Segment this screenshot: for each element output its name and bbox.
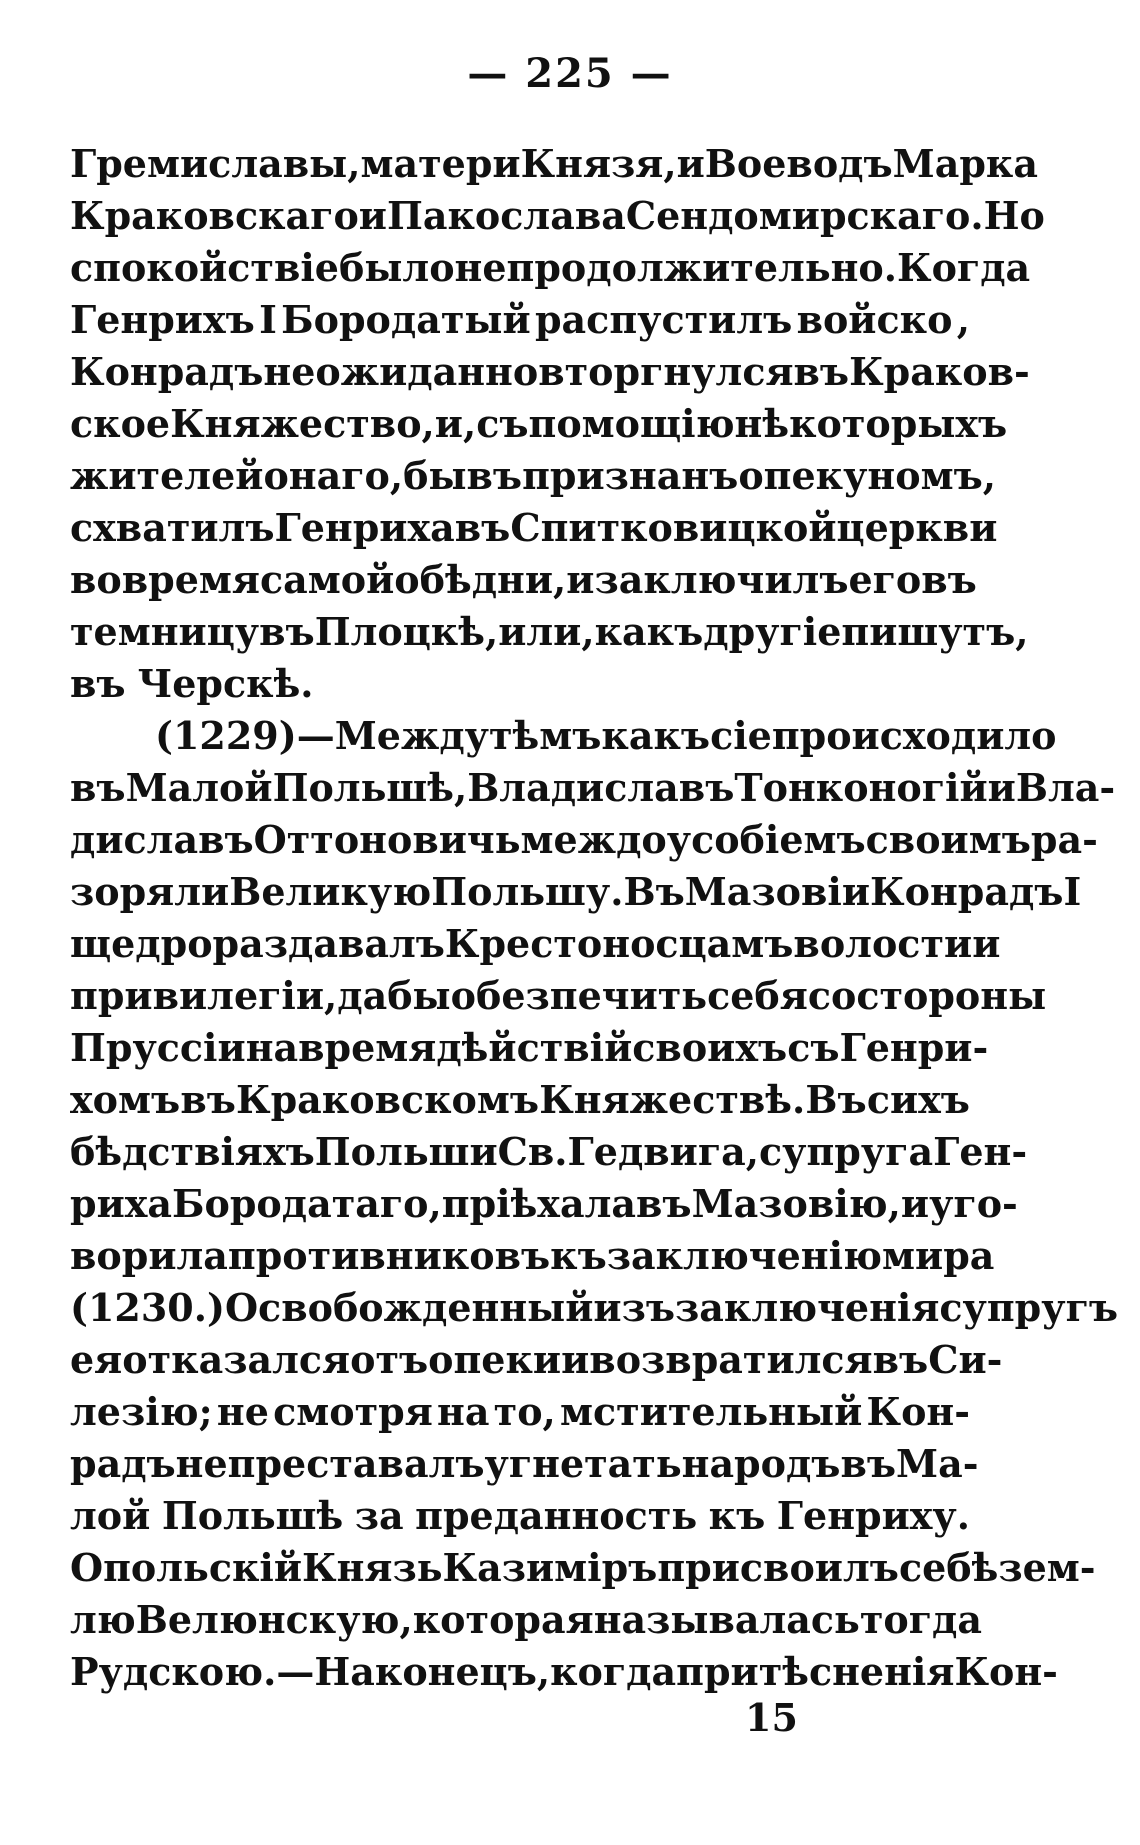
word: темницу <box>70 609 260 654</box>
word: Но <box>983 193 1045 238</box>
word: Владиславъ <box>467 765 735 810</box>
word: обезпечить <box>450 973 708 1018</box>
word: Польшу. <box>431 869 624 914</box>
word: Вла- <box>1015 765 1116 810</box>
word: обѣдни, <box>394 557 567 602</box>
text-line <box>70 970 1047 1022</box>
text-line <box>70 1282 1119 1334</box>
word: въ <box>259 609 315 654</box>
word: въ <box>840 1441 897 1486</box>
text-line <box>70 1490 970 1542</box>
text-line <box>70 242 1031 294</box>
word: на <box>437 1389 490 1434</box>
word: происходило <box>771 713 1057 758</box>
text-line <box>70 346 1030 398</box>
word: лезію; <box>70 1389 213 1434</box>
text-line <box>70 1126 1028 1178</box>
word: себя <box>707 973 808 1018</box>
word: съ <box>787 1025 840 1070</box>
word: продолжительно. <box>506 245 897 290</box>
page-number: — 225 — <box>467 50 673 97</box>
word: другіе <box>703 609 842 654</box>
word: Краков- <box>849 349 1030 394</box>
word: и <box>358 193 387 238</box>
text-line <box>70 398 1008 450</box>
word: неожиданно <box>263 349 539 394</box>
word: Освобожденный <box>224 1285 594 1330</box>
word: и <box>676 141 705 186</box>
word: лой <box>70 1493 151 1538</box>
word: вторгнулся <box>538 349 794 394</box>
word: и <box>561 1337 590 1382</box>
word: въ <box>70 661 126 706</box>
text-line <box>70 1178 1018 1230</box>
word: I <box>259 297 277 342</box>
word: Тонконогій <box>734 765 988 810</box>
word: которая <box>412 1597 594 1642</box>
word: пріѣхала <box>441 1181 636 1226</box>
word: ское <box>70 401 171 446</box>
text-line <box>70 1230 995 1282</box>
word: въ <box>921 557 977 602</box>
text-line <box>70 554 977 606</box>
word: его <box>848 557 922 602</box>
word: Ген- <box>933 1129 1028 1174</box>
word: церкви <box>836 505 998 550</box>
word: хомъ <box>70 1077 181 1122</box>
word: опекуномъ, <box>738 453 996 498</box>
word: изъ <box>593 1285 676 1330</box>
text-line <box>70 1334 1003 1386</box>
text-line <box>70 1646 1058 1698</box>
word: Спитковицкой <box>510 505 837 550</box>
word: Гремиславы, <box>70 141 361 186</box>
word: нѣкоторыхъ <box>734 401 1008 446</box>
word: отъ <box>350 1337 429 1382</box>
text-line <box>70 294 970 346</box>
word: Опольскій <box>70 1545 303 1590</box>
word: заключенія <box>675 1285 940 1330</box>
word: тѣмъ <box>488 713 602 758</box>
word: смотря <box>273 1389 433 1434</box>
text-line <box>70 606 1029 658</box>
word: диславъ <box>70 817 254 862</box>
word: супругъ <box>939 1285 1119 1330</box>
word: супруга <box>759 1129 934 1174</box>
word: Когда <box>897 245 1031 290</box>
word: не <box>175 1441 228 1486</box>
word: Пруссіи <box>70 1025 246 1070</box>
word: бывъ <box>403 453 523 498</box>
text-line <box>70 502 998 554</box>
word: присвоилъ <box>657 1545 899 1590</box>
text-line <box>70 1438 979 1490</box>
word: Польшѣ, <box>272 765 468 810</box>
word: Конрадъ <box>70 349 264 394</box>
text-line <box>70 762 1116 814</box>
word: и, <box>434 401 477 446</box>
word: Краковскаго <box>70 193 359 238</box>
word: стороны <box>856 973 1047 1018</box>
word: Малой <box>125 765 273 810</box>
word: опеки <box>428 1337 562 1382</box>
text-line <box>70 814 1098 866</box>
word: Казиміръ <box>442 1545 658 1590</box>
word: дѣйствій <box>436 1025 633 1070</box>
word: или, <box>498 609 595 654</box>
word: уго- <box>929 1181 1018 1226</box>
text-line <box>70 1386 970 1438</box>
word: въ <box>793 349 850 394</box>
word: со <box>807 973 857 1018</box>
word: какъ <box>594 609 704 654</box>
text-line <box>70 866 1082 918</box>
word: было <box>338 245 455 290</box>
word: ворила <box>70 1233 228 1278</box>
word: Конрадъ <box>870 869 1064 914</box>
word: Въ <box>623 869 685 914</box>
word: щедро <box>70 921 213 966</box>
word: въ <box>70 765 126 810</box>
word: радъ <box>70 1441 176 1486</box>
word: Князь <box>302 1545 443 1590</box>
word: Генриху. <box>776 1493 970 1538</box>
word: во <box>70 557 122 602</box>
word: своихъ <box>632 1025 788 1070</box>
word: риха <box>70 1181 173 1226</box>
word: мстительный <box>560 1389 863 1434</box>
word: преставалъ <box>227 1441 485 1486</box>
text-line <box>70 1594 982 1646</box>
word: Пакослава <box>386 193 626 238</box>
word: помощію <box>528 401 735 446</box>
word: не <box>454 245 507 290</box>
word: лю <box>70 1597 136 1642</box>
word: заключилъ <box>594 557 849 602</box>
word: спокойствіе <box>70 245 339 290</box>
word: народъ <box>681 1441 841 1486</box>
word: Генри- <box>839 1025 989 1070</box>
word: Ма- <box>896 1441 979 1486</box>
word: жителей <box>70 453 264 498</box>
word: къ <box>708 1493 766 1538</box>
text-line <box>70 1022 989 1074</box>
word: дабы <box>337 973 451 1018</box>
word: Св. <box>497 1129 568 1174</box>
word: притѣсненія <box>676 1649 955 1694</box>
signature-mark: 15 <box>745 1695 798 1740</box>
word: Бородатый <box>281 297 531 342</box>
word: угнетать <box>484 1441 682 1486</box>
word: Сендомирскаго. <box>625 193 984 238</box>
word: Князя, <box>520 141 677 186</box>
text-line <box>70 190 1045 242</box>
word: I <box>1063 869 1082 914</box>
word: мира <box>882 1233 995 1278</box>
word: противниковъ <box>227 1233 551 1278</box>
word: возвратился <box>589 1337 873 1382</box>
word: Черскѣ. <box>137 661 314 706</box>
word: какъ <box>601 713 711 758</box>
word: и <box>566 557 595 602</box>
word: то, <box>493 1389 556 1434</box>
word: Марка <box>892 141 1038 186</box>
word: тогда <box>859 1597 982 1642</box>
word: время <box>121 557 260 602</box>
word: Краковскомъ <box>236 1077 540 1122</box>
text-line <box>70 918 1001 970</box>
word: Генрихъ <box>70 297 255 342</box>
word: привилегіи, <box>70 973 338 1018</box>
word: Въ <box>805 1077 867 1122</box>
word: распустилъ <box>534 297 793 342</box>
word: Польшѣ <box>161 1493 344 1538</box>
word: бѣдствіяхъ <box>70 1129 315 1174</box>
word: признанъ <box>522 453 739 498</box>
word: Великую <box>229 869 432 914</box>
word: называлась <box>593 1597 860 1642</box>
word: ра- <box>1030 817 1098 862</box>
word: отказался <box>122 1337 351 1382</box>
text-line <box>70 450 996 502</box>
word: не <box>216 1389 269 1434</box>
word: преданность <box>415 1493 698 1538</box>
word: въ <box>180 1077 236 1122</box>
word: раздавалъ <box>212 921 445 966</box>
text-line <box>70 710 1057 762</box>
word: пишутъ, <box>841 609 1029 654</box>
word: междоусобіемъ <box>520 817 866 862</box>
word: схватилъ <box>70 505 275 550</box>
word: себѣ <box>898 1545 999 1590</box>
word: Мазовію, <box>691 1181 901 1226</box>
word: своимъ <box>865 817 1031 862</box>
word: (1230.) <box>70 1285 225 1330</box>
word: Велюнскую, <box>135 1597 413 1642</box>
word: зоряли <box>70 869 230 914</box>
word: Княжествѣ. <box>539 1077 806 1122</box>
word: Воеводъ <box>704 141 893 186</box>
word: за <box>354 1493 404 1538</box>
word: Кон- <box>954 1649 1058 1694</box>
word: самой <box>259 557 395 602</box>
word: Рудскою.—Наконецъ, <box>70 1649 551 1694</box>
word: Польши <box>314 1129 498 1174</box>
word: въ <box>454 505 511 550</box>
body-text <box>70 138 1119 1698</box>
word: и <box>972 921 1001 966</box>
text-line <box>70 138 1038 190</box>
word: на <box>245 1025 299 1070</box>
word: Генриха <box>274 505 455 550</box>
word: съ <box>476 401 529 446</box>
word: зем- <box>998 1545 1096 1590</box>
word: въ <box>872 1337 929 1382</box>
word: , <box>956 297 970 342</box>
word: и <box>900 1181 930 1226</box>
text-line <box>70 1542 1096 1594</box>
word: Си- <box>928 1337 1003 1382</box>
word: волости <box>793 921 973 966</box>
word: Мазовіи <box>684 869 871 914</box>
word: и <box>987 765 1016 810</box>
word: Плоцкѣ, <box>314 609 499 654</box>
word: войско <box>796 297 953 342</box>
word: сихъ <box>866 1077 970 1122</box>
word: въ <box>636 1181 692 1226</box>
word: Бородатаго, <box>172 1181 442 1226</box>
word: къ <box>550 1233 607 1278</box>
word: время <box>298 1025 437 1070</box>
word: Оттоновичь <box>253 817 521 862</box>
text-line <box>70 658 970 710</box>
word: Княжество <box>170 401 422 446</box>
word: ея <box>70 1337 123 1382</box>
word: заключенію <box>606 1233 882 1278</box>
word: Крестоносцамъ <box>444 921 794 966</box>
word: (1229)—Между <box>155 713 489 758</box>
word: , <box>421 401 435 446</box>
text-line <box>70 1074 970 1126</box>
word: Кон- <box>866 1389 970 1434</box>
word: матери <box>360 141 521 186</box>
word: Гедвига, <box>567 1129 759 1174</box>
word: онаго, <box>263 453 404 498</box>
word: когда <box>550 1649 677 1694</box>
word: сіе <box>710 713 772 758</box>
